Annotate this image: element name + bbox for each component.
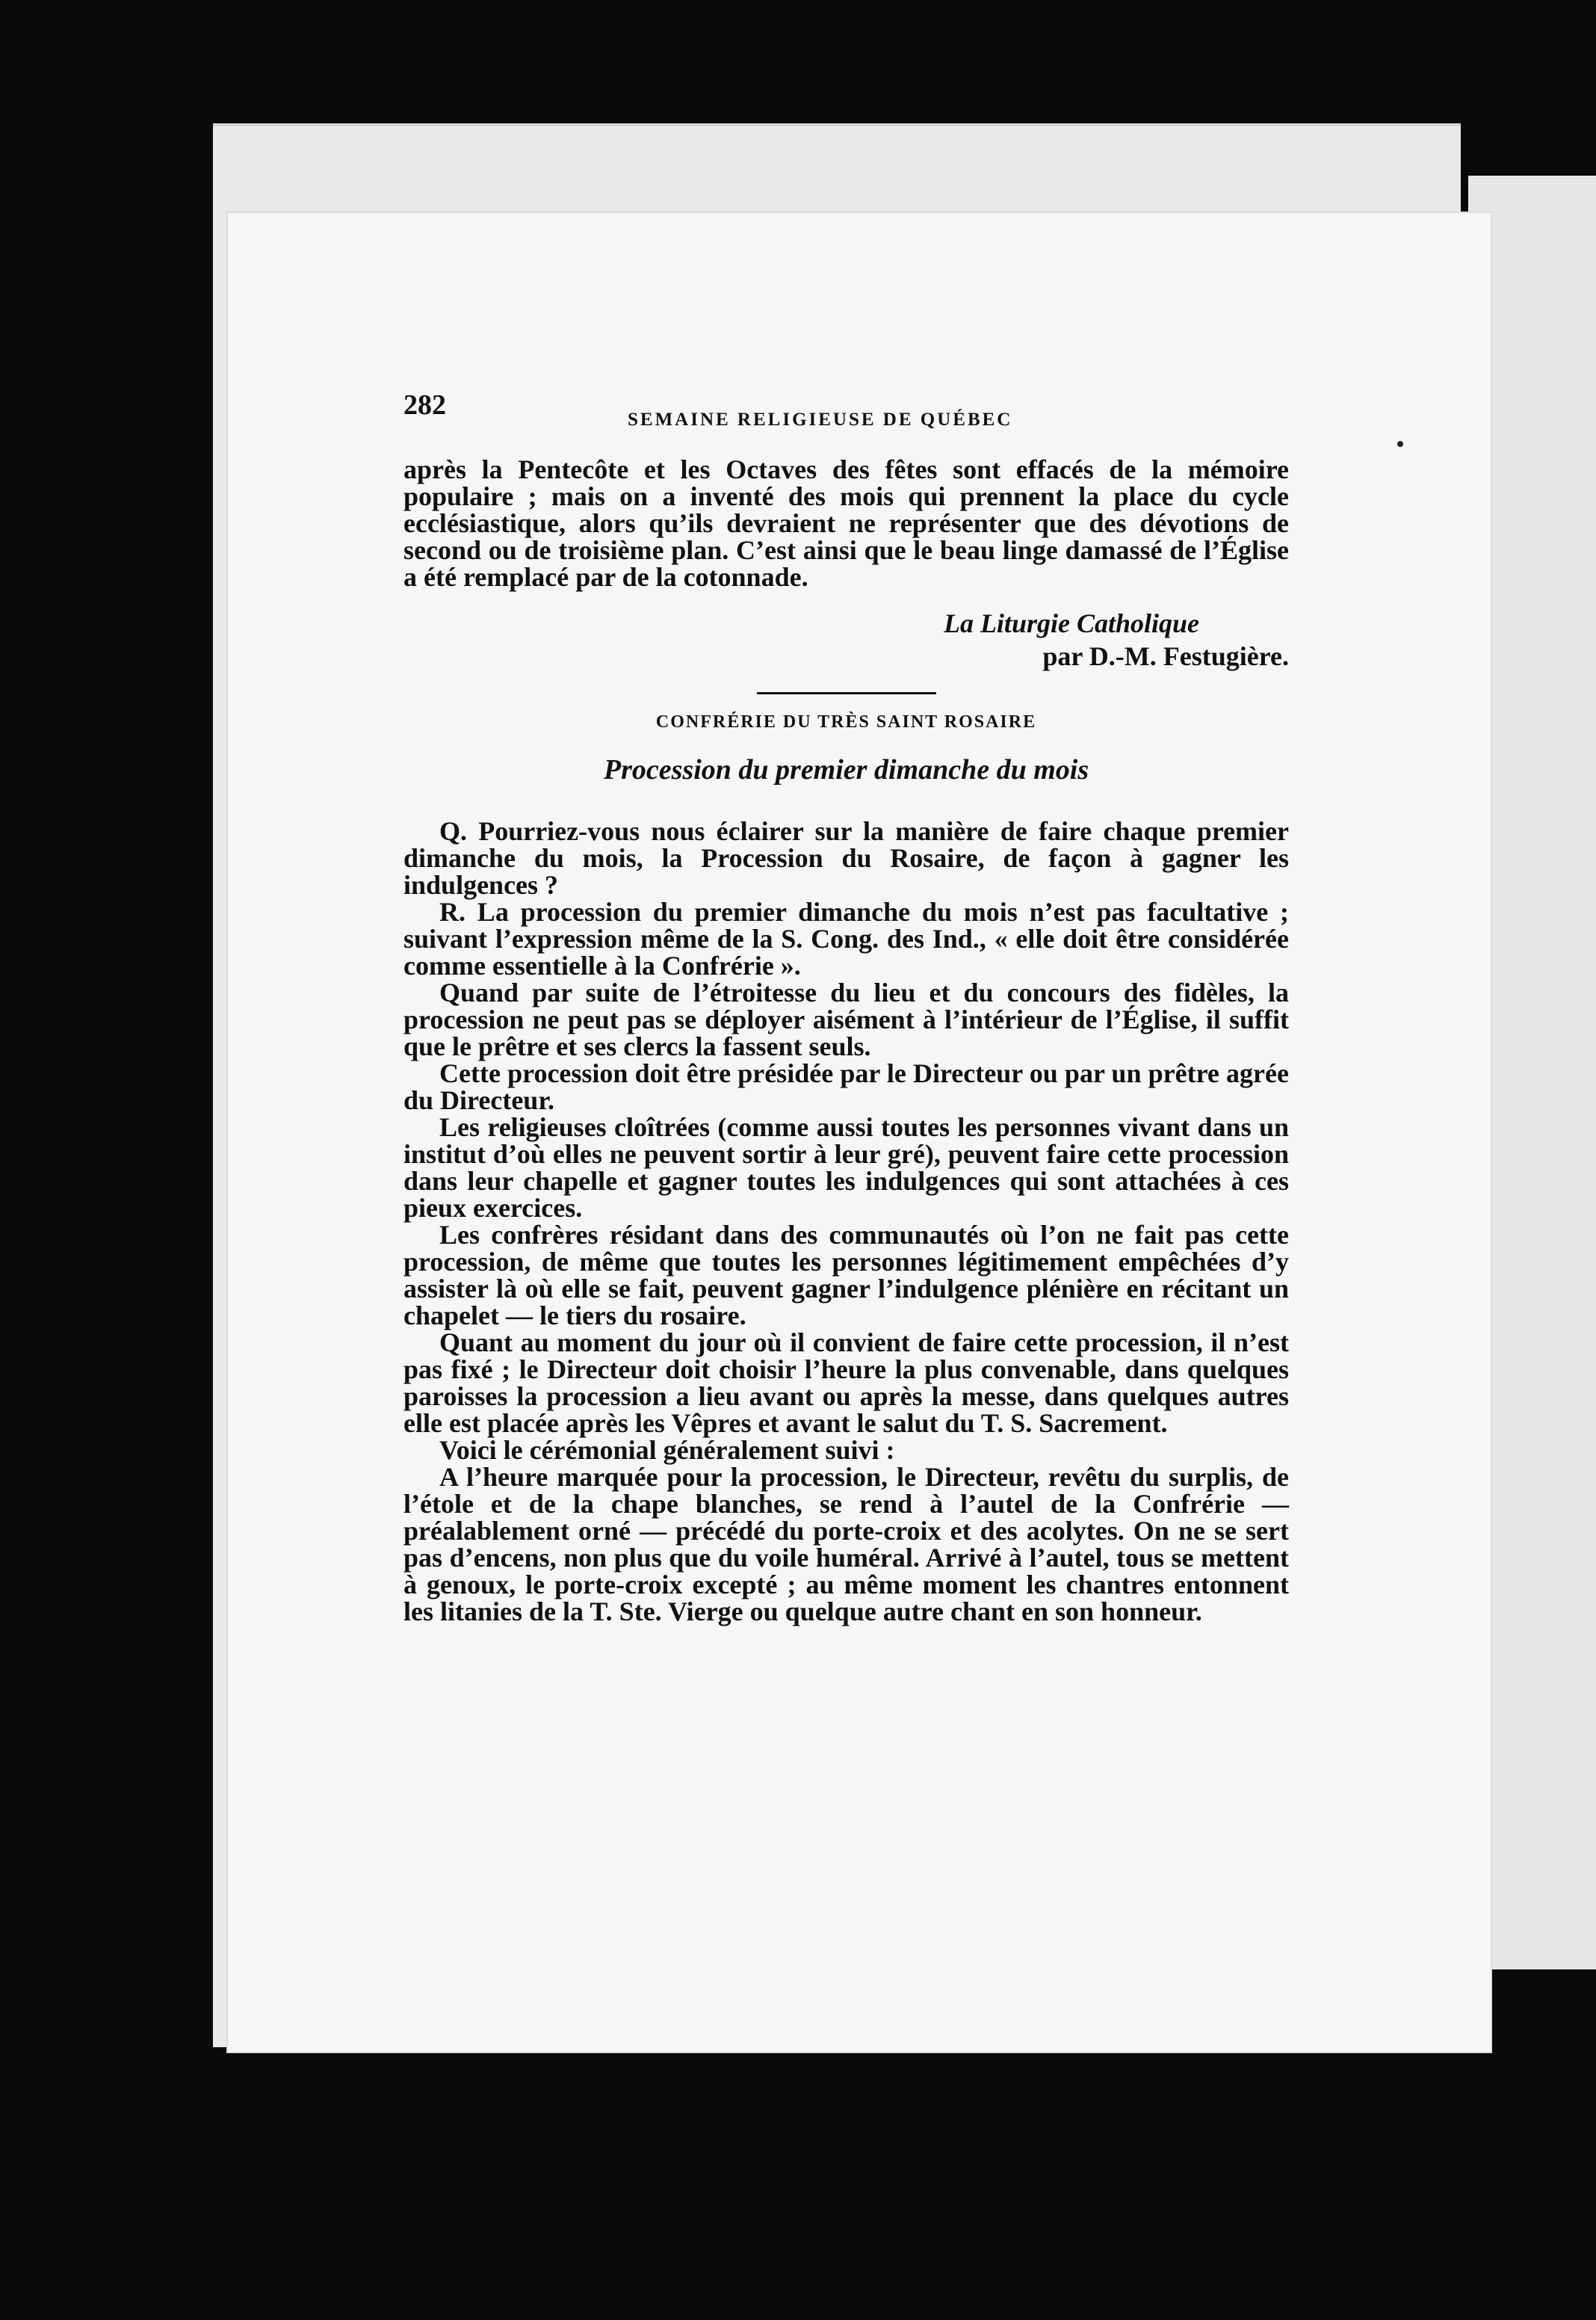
section-divider: [757, 692, 936, 694]
section-subtitle: Procession du premier dimanche du mois: [603, 754, 1089, 786]
body-paragraph: Cette procession doit être présidée par le Directeur ou par un prêtre agrée du Directeur.: [403, 1058, 1289, 1115]
body-paragraph: Voici le cérémonial généralement suivi :: [439, 1435, 895, 1465]
attribution-author: par D.-M. Festugière.: [1042, 641, 1289, 671]
body-paragraph: Q. Pourriez-vous nous éclairer sur la manière de faire chaque premier dimanche du mois, la Procession du Rosaire, de façon à gagner les indulgences ?: [403, 816, 1289, 900]
section-title: CONFRÉRIE DU TRÈS SAINT ROSAIRE: [655, 712, 1037, 732]
body-paragraph: R. La procession du premier dimanche du mois n’est pas facultative ; suivant l’expression même de la S. Cong. des Ind., « elle doit être considérée comme essentielle à la Confrérie ».: [403, 897, 1289, 981]
page-content: [403, 389, 1289, 1625]
opening-paragraph: après la Pentecôte et les Octaves des fêtes sont effacés de la mémoire populaire ; mais on a inventé des mois qui prennent la place du cycle ecclésiastique, alors qu’ils devraient ne représenter que des dévotions de second ou de troisième plan. C’est ainsi que le beau linge damassé de l’Église a été remplacé par de la cotonnade.: [403, 454, 1289, 592]
journal-title: SEMAINE RELIGIEUSE DE QUÉBEC: [628, 410, 1013, 430]
running-head: [403, 389, 1289, 456]
attribution: [403, 607, 1289, 673]
body-paragraph: Quant au moment du jour où il convient de faire cette procession, il n’est pas fixé ; le Directeur doit choisir l’heure la plus convenable, dans quelques paroisses la procession a lieu avant ou après la messe, dans quelques autres elle est placée après les Vêpres et avant le salut du T. S. Sacrement.: [403, 1327, 1289, 1438]
body-paragraph: Les confrères résidant dans des communautés où l’on ne fait pas cette procession, de même que toutes les personnes légitimement empêchées d’y assister là où elle se fait, peuvent gagner l’indulgence plénière en récitant un chapelet — le tiers du rosaire.: [403, 1220, 1289, 1330]
body-paragraph: Quand par suite de l’étroitesse du lieu et du concours des fidèles, la procession ne peut pas se déployer aisément à l’intérieur de l’Église, il suffit que le prêtre et ses clercs la fassent seuls.: [403, 978, 1289, 1061]
body-paragraph: Les religieuses cloîtrées (comme aussi toutes les personnes vivant dans un institut d’où elles ne peuvent sortir à leur gré), peuvent faire cette procession dans leur chapelle et gagner toutes les indulgences qui sont attachées à ces pieux exercices.: [403, 1112, 1289, 1223]
body-paragraph: A l’heure marquée pour la procession, le Directeur, revêtu du surplis, de l’étole et de la chape blanches, se rend à l’autel de la Confrérie — préalablement orné — précédé du porte-croix et des acolytes. On ne se sert pas d’encens, non plus que du voile huméral. Arrivé à l’autel, tous se mettent à genoux, le porte-croix excepté ; au même moment les chantres entonnent les litanies de la T. Ste. Vierge ou quelque autre chant en son honneur.: [403, 1462, 1289, 1626]
page-number: 282: [403, 389, 446, 421]
document-page: [228, 213, 1491, 2052]
attribution-work: La Liturgie Catholique: [943, 608, 1199, 638]
ink-speck: [1397, 441, 1403, 447]
